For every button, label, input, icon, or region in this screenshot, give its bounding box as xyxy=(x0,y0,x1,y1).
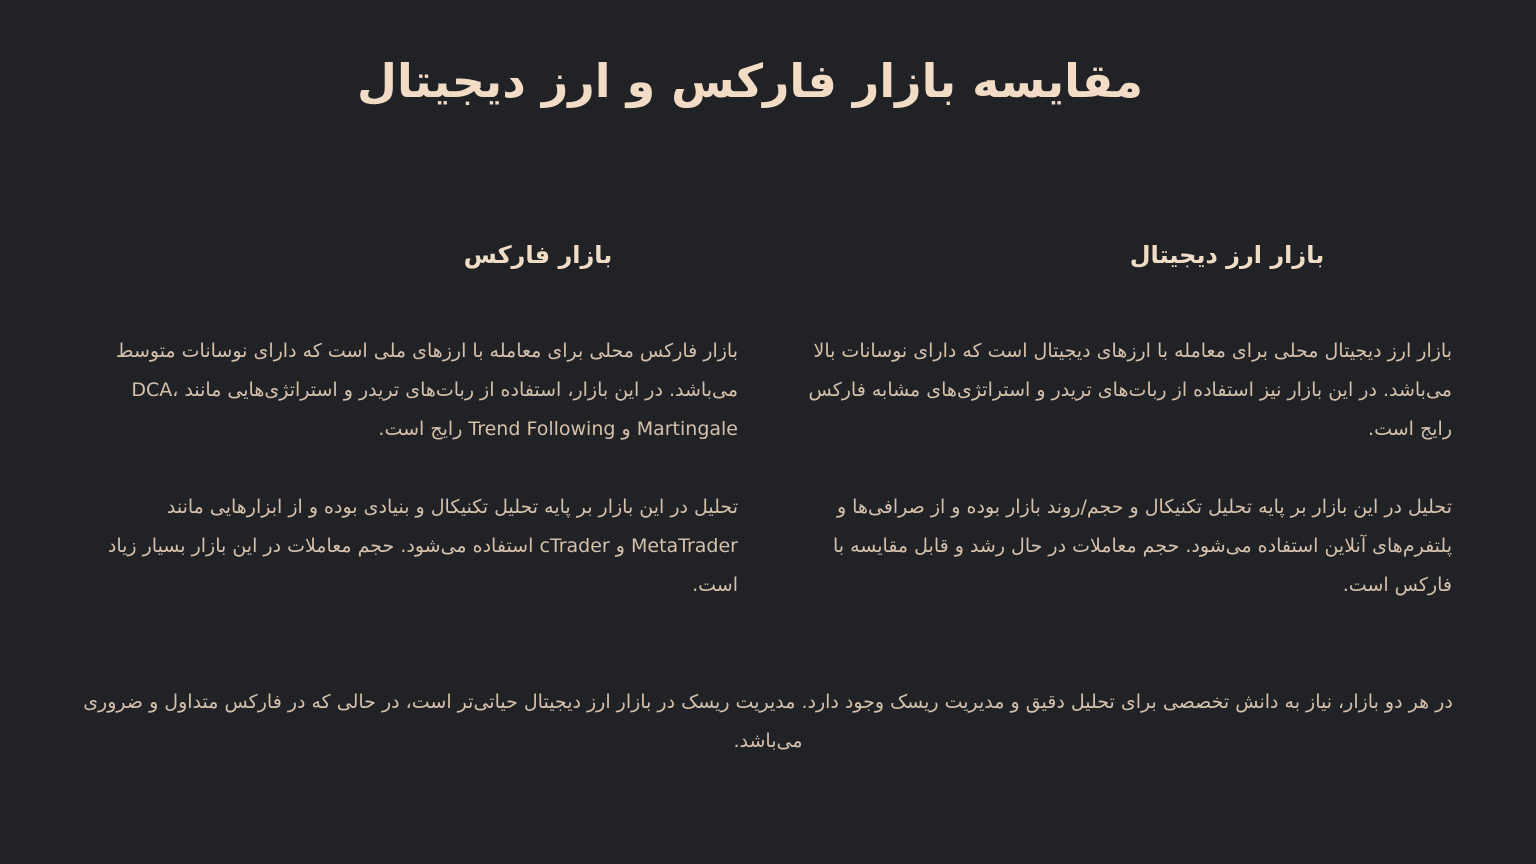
crypto-heading: بازار ارز دیجیتال xyxy=(1129,241,1325,269)
forex-heading: بازار فارکس xyxy=(463,241,613,269)
summary-footer: در هر دو بازار، نیاز به دانش تخصصی برای تحلیل دقیق و مدیریت ریسک وجود دارد. مدیریت ریسک در بازار ارز دیجیتال حیاتی‌تر است، در حالی که در فارکس متداول و ضروری می‌باشد. xyxy=(83,691,1453,752)
crypto-market-column xyxy=(802,236,1452,644)
forex-market-column xyxy=(78,236,738,644)
crypto-paragraph-2: تحلیل در این بازار بر پایه تحلیل تکنیکال و حجم/روند بازار بوده و از صرافی‌ها و پلتفرم‌های آنلاین استفاده می‌شود. حجم معاملات در حال رشد و قابل مقایسه با فارکس است. xyxy=(832,496,1452,597)
forex-paragraph-2: تحلیل در این بازار بر پایه تحلیل تکنیکال و بنیادی بوده و از ابزارهایی مانند MetaTrader و cTrader استفاده می‌شود. حجم معاملات در این بازار بسیار زیاد است. xyxy=(107,496,738,597)
slide-title: مقایسه بازار فارکس و ارز دیجیتال xyxy=(357,54,1143,108)
crypto-paragraph-1: بازار ارز دیجیتال محلی برای معامله با ارزهای دیجیتال است که دارای نوسانات بالا می‌باشد. در این بازار نیز استفاده از ربات‌های تریدر و استراتژی‌های مشابه فارکس رایج است. xyxy=(808,340,1452,441)
forex-paragraph-1: بازار فارکس محلی برای معامله با ارزهای ملی است که دارای نوسانات متوسط می‌باشد. در این بازار، استفاده از ربات‌های تریدر و استراتژی‌هایی مانند DCA، Martingale و Trend Following رایج است. xyxy=(115,340,738,441)
